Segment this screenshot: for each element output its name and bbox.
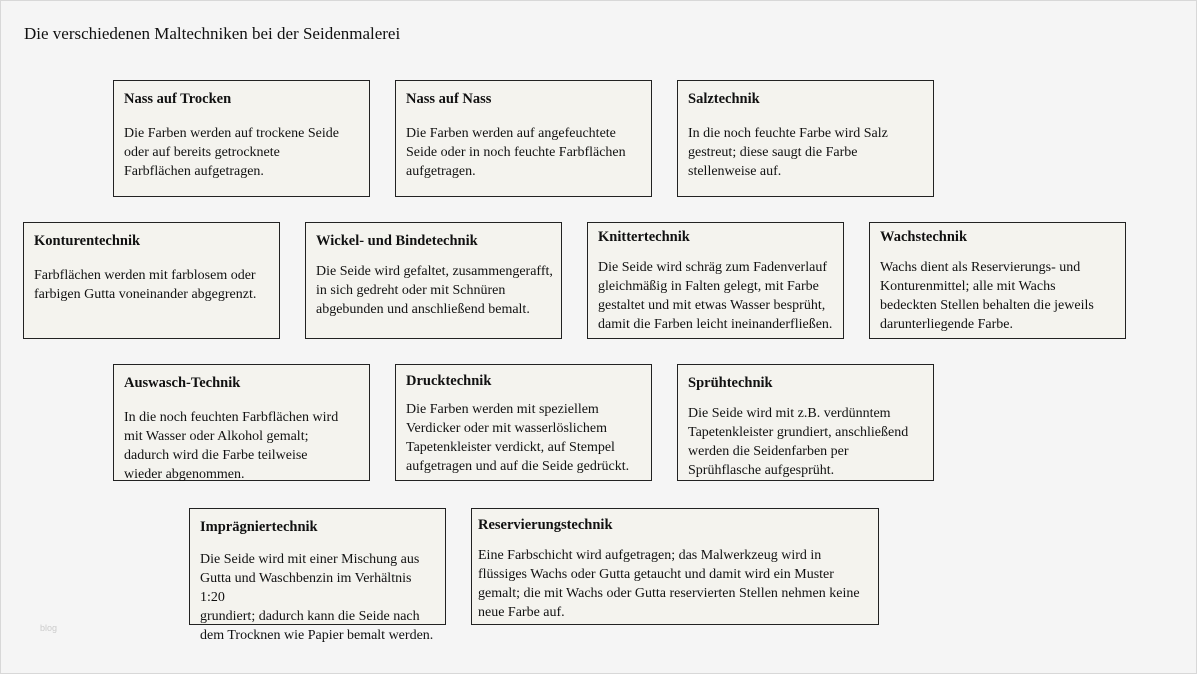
box-text: Die Farben werden auf trockene Seide oder auf bereits getrocknete Farbflächen aufgetragen.	[124, 126, 339, 179]
technique-box-spruehtechnik	[677, 364, 934, 481]
box-title: Wickel- und Bindetechnik	[316, 233, 478, 249]
box-text: Die Seide wird mit einer Mischung aus Gutta und Waschbenzin im Verhältnis 1:20 grundiert; dadurch kann die Seide nach dem Trocknen wie Papier bemalt werden.	[200, 552, 434, 643]
box-title: Nass auf Nass	[406, 91, 492, 107]
technique-box-wachstechnik	[869, 222, 1126, 339]
box-text: Wachs dient als Reservierungs- und Konturenmittel; alle mit Wachs bedeckten Stellen behalten die jeweils darunterliegende Farbe.	[880, 260, 1094, 332]
box-title: Imprägniertechnik	[200, 519, 318, 535]
technique-box-auswasch-technik	[113, 364, 370, 481]
box-text: Die Seide wird gefaltet, zusammengerafft, in sich gedreht oder mit Schnüren abgebunden und anschließend bemalt.	[316, 264, 553, 317]
box-title: Drucktechnik	[406, 373, 492, 389]
box-title: Knittertechnik	[598, 229, 690, 245]
technique-box-impraegniertechnik	[189, 508, 446, 643]
box-text: Die Seide wird schräg zum Fadenverlauf gleichmäßig in Falten gelegt, mit Farbe gestaltet und mit etwas Wasser besprüht, damit die Farben leicht ineinanderfließen.	[598, 260, 833, 332]
box-text: Die Farben werden auf angefeuchtete Seide oder in noch feuchte Farbflächen aufgetragen.	[406, 126, 626, 179]
box-title: Salztechnik	[688, 91, 760, 107]
box-text: In die noch feuchten Farbflächen wird mit Wasser oder Alkohol gemalt; dadurch wird die Farbe teilweise wieder abgenommen.	[124, 410, 339, 482]
technique-box-knittertechnik	[587, 222, 844, 339]
box-title: Reservierungstechnik	[478, 517, 613, 533]
technique-box-wickel-bindetechnik	[305, 222, 562, 339]
box-text: Farbflächen werden mit farblosem oder farbigen Gutta voneinander abgegrenzt.	[34, 268, 257, 302]
technique-box-nass-auf-trocken	[113, 80, 370, 197]
box-text: In die noch feuchte Farbe wird Salz gestreut; diese saugt die Farbe stellenweise auf.	[688, 126, 888, 179]
technique-box-nass-auf-nass	[395, 80, 652, 197]
box-title: Nass auf Trocken	[124, 91, 232, 107]
box-text: Die Seide wird mit z.B. verdünntem Tapetenkleister grundiert, anschließend werden die Seidenfarben per Sprühflasche aufgesprüht.	[688, 406, 909, 478]
page-title: Die verschiedenen Maltechniken bei der Seidenmalerei	[24, 24, 401, 43]
technique-box-salztechnik	[677, 80, 934, 197]
box-title: Konturentechnik	[34, 233, 141, 249]
box-text: Eine Farbschicht wird aufgetragen; das Malwerkzeug wird in flüssiges Wachs oder Gutta getaucht und damit wird ein Muster gemalt; die mit Wachs oder Gutta reservierten Stellen nehmen keine neue Farbe auf.	[478, 548, 860, 620]
technique-box-reservierungstechnik	[471, 508, 879, 625]
technique-box-konturentechnik	[23, 222, 280, 339]
box-title: Wachstechnik	[880, 229, 968, 245]
box-text: Die Farben werden mit speziellem Verdicker oder mit wasserlöslichem Tapetenkleister verdickt, auf Stempel aufgetragen und auf die Seide gedrückt.	[406, 402, 630, 474]
box-title: Sprühtechnik	[688, 375, 773, 391]
watermark: blog	[40, 623, 58, 633]
box-title: Auswasch-Technik	[124, 375, 241, 391]
technique-box-drucktechnik	[395, 364, 652, 481]
